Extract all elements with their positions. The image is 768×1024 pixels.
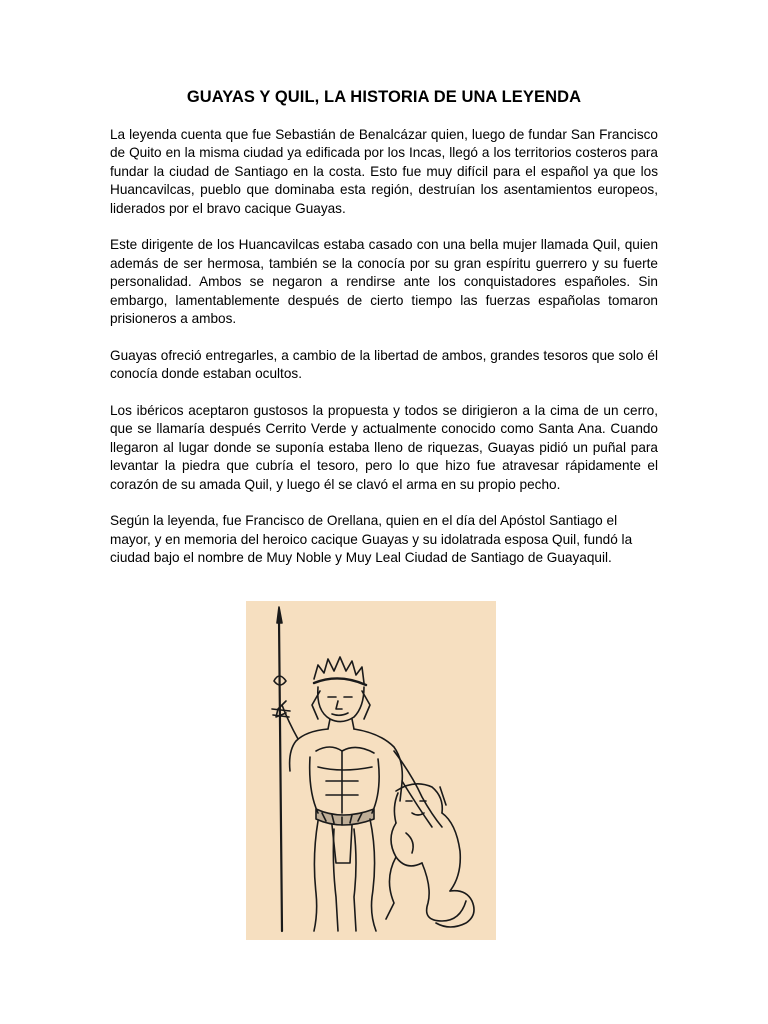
paragraph-3: Guayas ofreció entregarles, a cambio de la libertad de ambos, grandes tesoros que solo él conocía donde estaban ocultos. (110, 347, 658, 382)
paragraph-4: Los ibéricos aceptaron gustosos la propuesta y todos se dirigieron a la cima de un cerro, que se llamaría después Cerrito Verde y actualmente conocido como Santa Ana. Cuando llegaron al lugar donde se suponía estaba lleno de riquezas, Guayas pidió un puñal para levantar la piedra que cubría el tesoro, pero lo que hizo fue atravesar rápidamente el corazón de su amada Quil, y luego él se clavó el arma en su propio pecho. (110, 403, 658, 492)
paragraph-2: Este dirigente de los Huancavilcas estaba casado con una bella mujer llamada Quil, quien además de ser hermosa, también se la conocía por su gran espíritu guerrero y su fuerte personalidad. Ambos se negaron a rendirse ante los conquistadores españoles. Sin embargo, lamentablemente después de cierto tiempo las fuerzas españolas tomaron prisioneros a ambos. (110, 237, 658, 327)
illustration-drawing (246, 601, 496, 940)
page-title: GUAYAS Y QUIL, LA HISTORIA DE UNA LEYENDA (186, 88, 582, 106)
body-text (110, 126, 658, 586)
paragraph-5: Según la leyenda, fue Francisco de Orellana, quien en el día del Apóstol Santiago el mayor, y en memoria del heroico cacique Guayas y su idolatrada esposa Quil, fundó la ciudad bajo el nombre de Muy Noble y Muy Leal Ciudad de Santiago de Guayaquil. (110, 513, 633, 566)
paragraph-1: La leyenda cuenta que fue Sebastián de Benalcázar quien, luego de fundar San Francisco de Quito en la misma ciudad ya edificada por los Incas, llegó a los territorios costeros para fundar la ciudad de Santiago en la costa. Esto fue muy difícil para el español ya que los Huancavilcas, pueblo que dominaba esta región, destruían los asentamientos europeos, liderados por el bravo cacique Guayas. (110, 127, 658, 216)
guayas-and-quil-illustration-icon (246, 601, 496, 940)
